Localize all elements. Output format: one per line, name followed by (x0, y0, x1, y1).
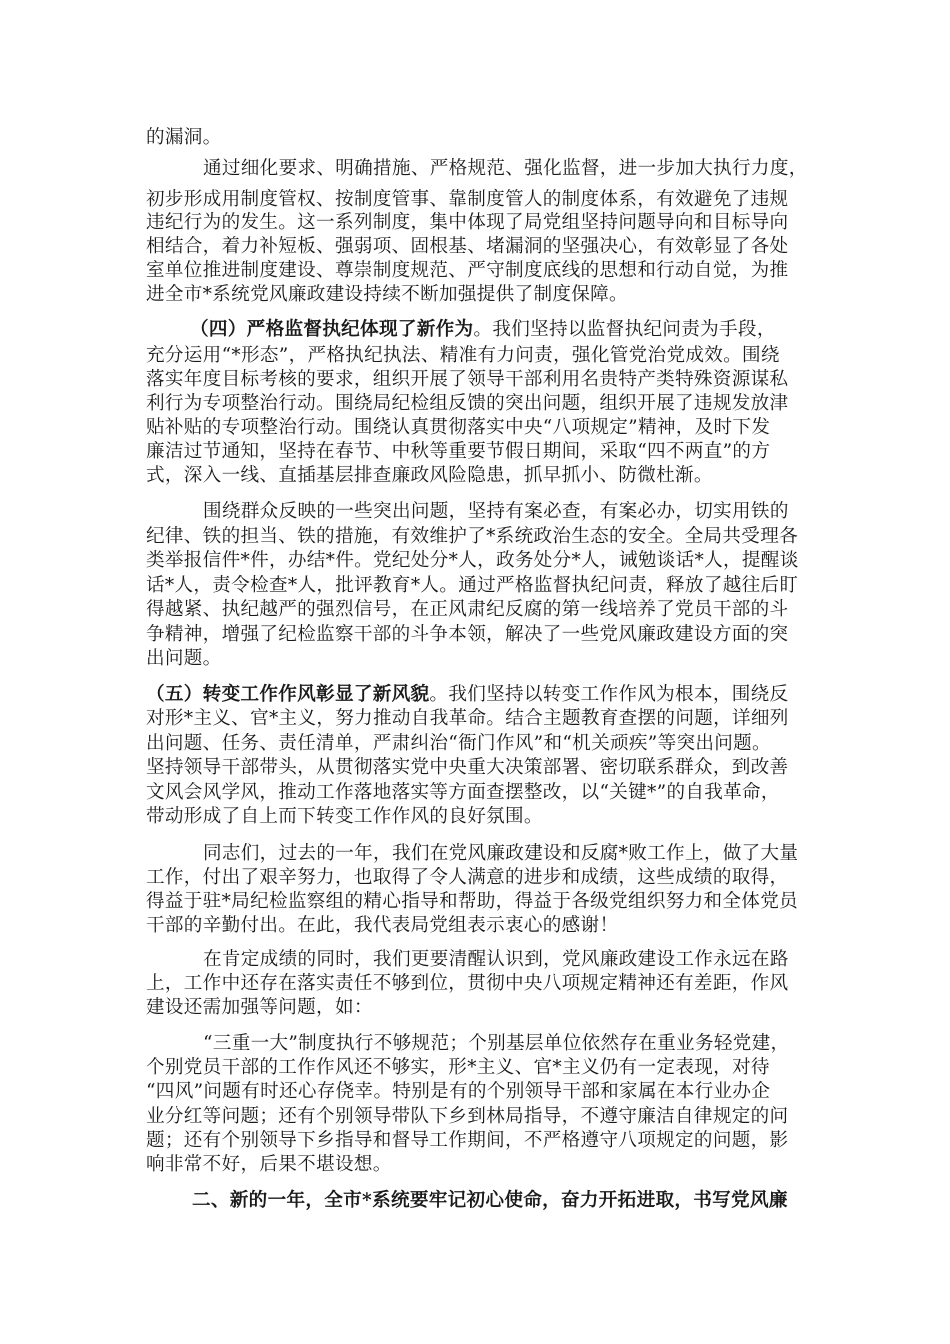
text-line (146, 972, 788, 996)
text-span: 纪律、铁的担当、铁的措施，有效维护了*系统政治生态的安全。全局共受理各 (146, 526, 798, 547)
text-span: “四风”问题有时还心存侥幸。特别是有的个别领导干部和家属在本行业办企 (146, 1081, 771, 1102)
text-line (146, 732, 771, 756)
text-span: 通过细化要求、明确措施、严格规范、强化监督，进一步加大执行力度， (203, 158, 808, 179)
text-span: 利行为专项整治行动。围绕局纪检组反馈的突出问题，组织开展了违规发放津 (146, 393, 789, 414)
text-span: 工作，付出了艰辛努力，也取得了令人满意的进步和成绩，这些成绩的取得， (146, 867, 789, 888)
text-line (146, 707, 789, 731)
text-line (146, 1153, 392, 1177)
text-line (146, 598, 788, 622)
text-line (146, 1080, 770, 1104)
text-span: 出问题。 (146, 648, 222, 669)
text-span: 带动形成了自上而下转变工作作风的良好氛围。 (146, 806, 543, 827)
text-line (146, 914, 618, 938)
text-line (146, 126, 222, 150)
text-span: “三重一大”制度执行不够规范；个别基层单位依然存在重业务轻党建， (203, 1033, 790, 1054)
text-line (146, 368, 788, 392)
text-line (203, 948, 789, 972)
text-line (146, 392, 788, 416)
text-span: 。我们坚持以监督执纪问责为手段， (473, 319, 776, 340)
text-line (146, 781, 780, 805)
text-line (146, 996, 373, 1020)
section-heading-4: （四）严格监督执纪体现了新作为 (190, 319, 474, 340)
text-span: 响非常不好，后果不堪设想。 (146, 1154, 392, 1175)
text-line (146, 259, 788, 283)
text-line (203, 1032, 789, 1056)
text-line (146, 756, 788, 780)
text-span: 话*人，责令检查*人，批评教育*人。通过严格监督执纪问责，释放了越往后盯 (146, 575, 799, 596)
text-span: 围绕群众反映的一些突出问题，坚持有案必查，有案必办，切实用铁的 (203, 501, 789, 522)
text-span: 文风会风学风，推动工作落地落实等方面查摆整改，以“关键*”的自我革命， (146, 782, 780, 803)
text-span: 同志们，过去的一年，我们在党风廉政建设和反腐*败工作上，做了大量 (203, 843, 799, 864)
text-span: 争精神，增强了纪检监察干部的斗争本领，解决了一些党风廉政建设方面的突 (146, 624, 789, 645)
section-heading-2: 二、新的一年，全市*系统要牢记初心使命，奋力开拓进取，书写党风廉 (192, 1190, 788, 1211)
text-span: 上，工作中还存在落实责任不够到位，贯彻中央八项规定精神还有差距，作风 (146, 973, 789, 994)
text-line (146, 440, 770, 464)
text-line (192, 1189, 788, 1213)
text-line (146, 188, 788, 212)
text-span: 得越紧、执纪越严的强烈信号，在正风肃纪反腐的第一线培养了党员干部的斗 (146, 599, 789, 620)
text-span: 相结合，着力补短板、强弱项、固根基、堵漏洞的坚强决心，有效彰显了各处 (146, 236, 789, 257)
text-line (203, 500, 789, 524)
text-line (146, 890, 798, 914)
text-span: 出问题、任务、责任清单，严肃纠治“衙门作风”和“机关顽疾”等突出问题。 (146, 733, 771, 754)
text-span: 初步形成用制度管权、按制度管事、靠制度管人的制度体系，有效避免了违规 (146, 189, 789, 210)
text-line (146, 464, 713, 488)
text-line (146, 1105, 788, 1129)
text-line (146, 866, 788, 890)
section-heading-5: （五）转变工作作风彰显了新风貌 (146, 684, 430, 705)
text-span: 贴补贴的专项整治行动。围绕认真贯彻落实中央“八项规定”精神，及时下发 (146, 417, 771, 438)
text-span: 题；还有个别领导下乡指导和督导工作期间，不严格遵守八项规定的问题，影 (146, 1130, 789, 1151)
text-span: 落实年度目标考核的要求，组织开展了领导干部利用名贵特产类特殊资源谋私 (146, 369, 789, 390)
text-line (146, 623, 788, 647)
text-span: 廉洁过节通知，坚持在春节、中秋等重要节假日期间，采取“四不两直”的方 (146, 441, 771, 462)
text-line (146, 574, 798, 598)
text-line (203, 842, 798, 866)
text-span: 对形*主义、官*主义，努力推动自我革命。结合主题教育查摆的问题，详细列 (146, 708, 789, 729)
text-line (146, 683, 788, 707)
text-span: 得益于驻*局纪检监察组的精心指导和帮助，得益于各级党组织努力和全体党员 (146, 891, 798, 912)
text-span: 坚持领导干部带头，从贯彻落实党中央重大决策部署、密切联系群众，到改善 (146, 757, 789, 778)
text-span: 建设还需加强等问题，如： (146, 997, 373, 1018)
text-line (146, 283, 628, 307)
text-span: 违纪行为的发生。这一系列制度，集中体现了局党组坚持问题导向和目标导向 (146, 212, 789, 233)
text-line (146, 1129, 788, 1153)
text-line (190, 318, 776, 342)
text-span: 进全市*系统党风廉政建设持续不断加强提供了制度保障。 (146, 284, 628, 305)
text-span: 个别党员干部的工作作风还不够实，形*主义、官*主义仍有一定表现，对待 (146, 1057, 770, 1078)
text-line (146, 416, 770, 440)
text-line (203, 157, 808, 181)
text-line (146, 647, 222, 671)
text-span: 类举报信件*件，办结*件。党纪处分*人，政务处分*人，诫勉谈话*人，提醒谈 (146, 550, 799, 571)
text-span: 。我们坚持以转变工作作风为根本，围绕反 (429, 684, 789, 705)
text-line (146, 805, 543, 829)
text-line (146, 549, 799, 573)
text-line (146, 1056, 770, 1080)
text-line (146, 235, 788, 259)
text-span: 室单位推进制度建设、尊崇制度规范、严守制度底线的思想和行动自觉，为推 (146, 260, 789, 281)
text-span: 干部的辛勤付出。在此，我代表局党组表示衷心的感谢！ (146, 915, 619, 936)
text-span: 业分红等问题；还有个别领导带队下乡到林局指导，不遵守廉洁自律规定的问 (146, 1106, 789, 1127)
text-span: 充分运用“*形态”，严格执纪执法、精准有力问责，强化管党治党成效。围绕 (146, 345, 780, 366)
text-span: 式，深入一线、直插基层排查廉政风险隐患，抓早抓小、防微杜渐。 (146, 465, 713, 486)
text-line (146, 525, 798, 549)
text-line (146, 211, 788, 235)
text-line (146, 344, 780, 368)
text-span: 在肯定成绩的同时，我们更要清醒认识到，党风廉政建设工作永远在路 (203, 949, 789, 970)
text-span: 的漏洞。 (146, 127, 222, 148)
